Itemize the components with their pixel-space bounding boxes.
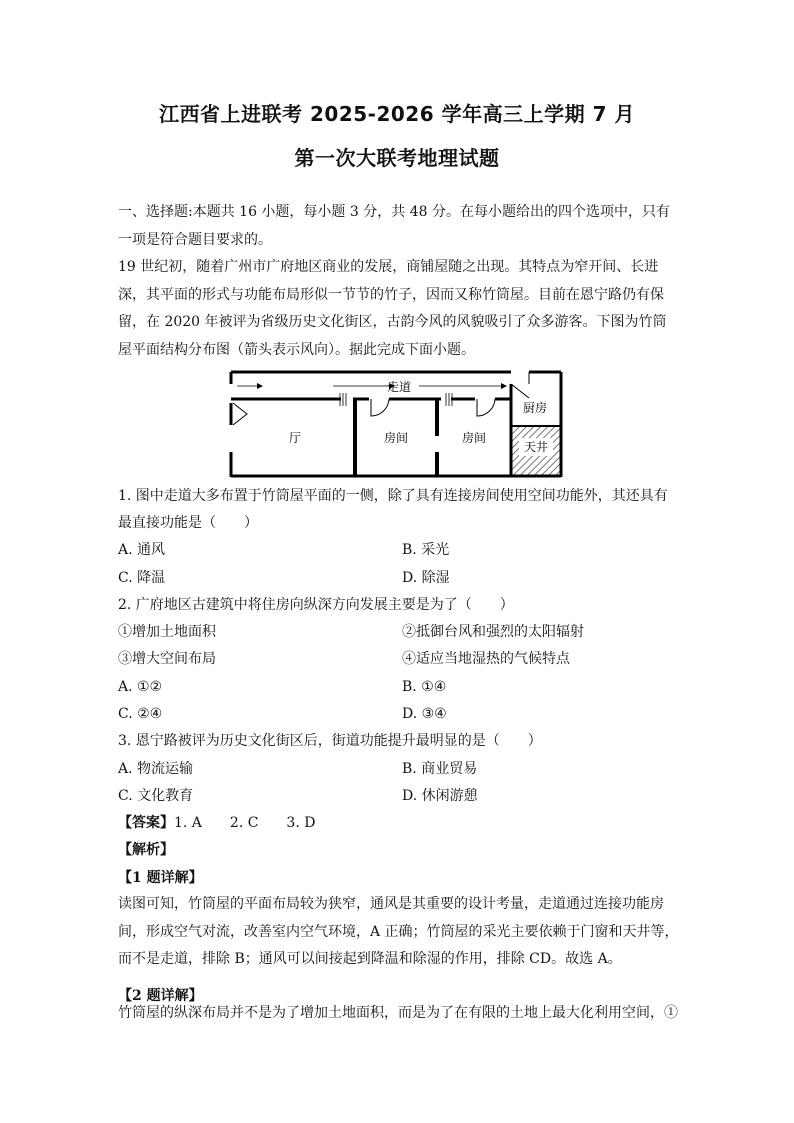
section-intro: 一、选择题:本题共 16 小题，每小题 3 分，共 48 分。在每小题给出的四个选项中，只有一项是符合题目要求的。 xyxy=(118,204,670,248)
q2-statement-1: ①增加土地面积 xyxy=(118,624,216,640)
q3-option-b: B. 商业贸易 xyxy=(402,761,478,777)
q1-option-c: C. 降温 xyxy=(118,570,166,586)
exam-title-line1: 江西省上进联考 2025-2026 学年高三上学期 7 月 xyxy=(159,102,635,126)
q1-detail-label: 【1 题详解】 xyxy=(118,870,203,886)
q3-option-d: D. 休闲游憩 xyxy=(402,788,478,804)
q3-option-a: A. 物流运输 xyxy=(118,761,194,777)
reading-passage: 19 世纪初，随着广州市广府地区商业的发展，商铺屋随之出现。其特点为窄开间、长进深，其平面的形式与功能布局形似一节节的竹子，因而又称竹筒屋。目前在恩宁路仍有保留，在 2020 年被评为省级历史文化街区，古韵今风的风貌吸引了众多游客。下图为竹筒屋平面结构分布图（箭头表示风向）。据此完成下面小题。 xyxy=(118,259,667,358)
q2-detail-label: 【2 题详解】 xyxy=(118,988,203,1004)
q3-stem: 3. 恩宁路被评为历史文化街区后，街道功能提升最明显的是（ ） xyxy=(118,733,542,749)
q2-option-a: A. ①② xyxy=(118,679,163,695)
q2-option-c: C. ②④ xyxy=(118,706,163,722)
label-room2: 房间 xyxy=(461,431,487,445)
answer-text: 1. A 2. C 3. D xyxy=(174,815,316,831)
q2-statement-2: ②抵御台风和强烈的太阳辐射 xyxy=(402,624,584,640)
label-room1: 房间 xyxy=(383,431,409,445)
answer-line xyxy=(118,813,315,833)
q2-statement-3: ③增大空间布局 xyxy=(118,651,216,667)
analysis-label: 【解析】 xyxy=(118,842,174,858)
q3-option-c: C. 文化教育 xyxy=(118,788,194,804)
exam-title-line2: 第一次大联考地理试题 xyxy=(294,146,500,170)
q1-detail: 读图可知，竹筒屋的平面布局较为狭窄，通风是其重要的设计考量，走道通过连接功能房间，形成空气对流，改善室内空气环境，A 正确；竹筒屋的采光主要依赖于门窗和天井等，而不是走道，排除 B；通风可以间接起到降温和除湿的作用，排除 CD。故选 A。 xyxy=(118,896,679,967)
q1-option-b: B. 采光 xyxy=(402,542,450,558)
q2-detail: 竹筒屋的纵深布局并不是为了增加土地面积，而是为了在有限的土地上最大化利用空间，① xyxy=(118,1005,678,1021)
q2-option-d: D. ③④ xyxy=(402,706,447,722)
q2-option-b: B. ①④ xyxy=(402,679,447,695)
q1-option-d: D. 除湿 xyxy=(402,570,450,586)
q1-stem-b: 最直接功能是（ ） xyxy=(118,515,258,531)
q1-option-a: A. 通风 xyxy=(118,542,166,558)
label-corridor: 走道 xyxy=(386,380,412,394)
floor-plan-diagram xyxy=(229,370,564,478)
q2-stem: 2. 广府地区古建筑中将住房向纵深方向发展主要是为了（ ） xyxy=(118,597,514,613)
q2-statement-4: ④适应当地湿热的气候特点 xyxy=(402,651,570,667)
label-kitchen: 厨房 xyxy=(522,401,548,415)
label-courtyard: 天井 xyxy=(523,440,549,454)
label-hall: 厅 xyxy=(288,431,302,445)
q1-stem-a: 1. 图中走道大多布置于竹筒屋平面的一侧，除了具有连接房间使用空间功能外，其还具有 xyxy=(118,488,668,504)
answer-label: 【答案】 xyxy=(118,815,174,831)
